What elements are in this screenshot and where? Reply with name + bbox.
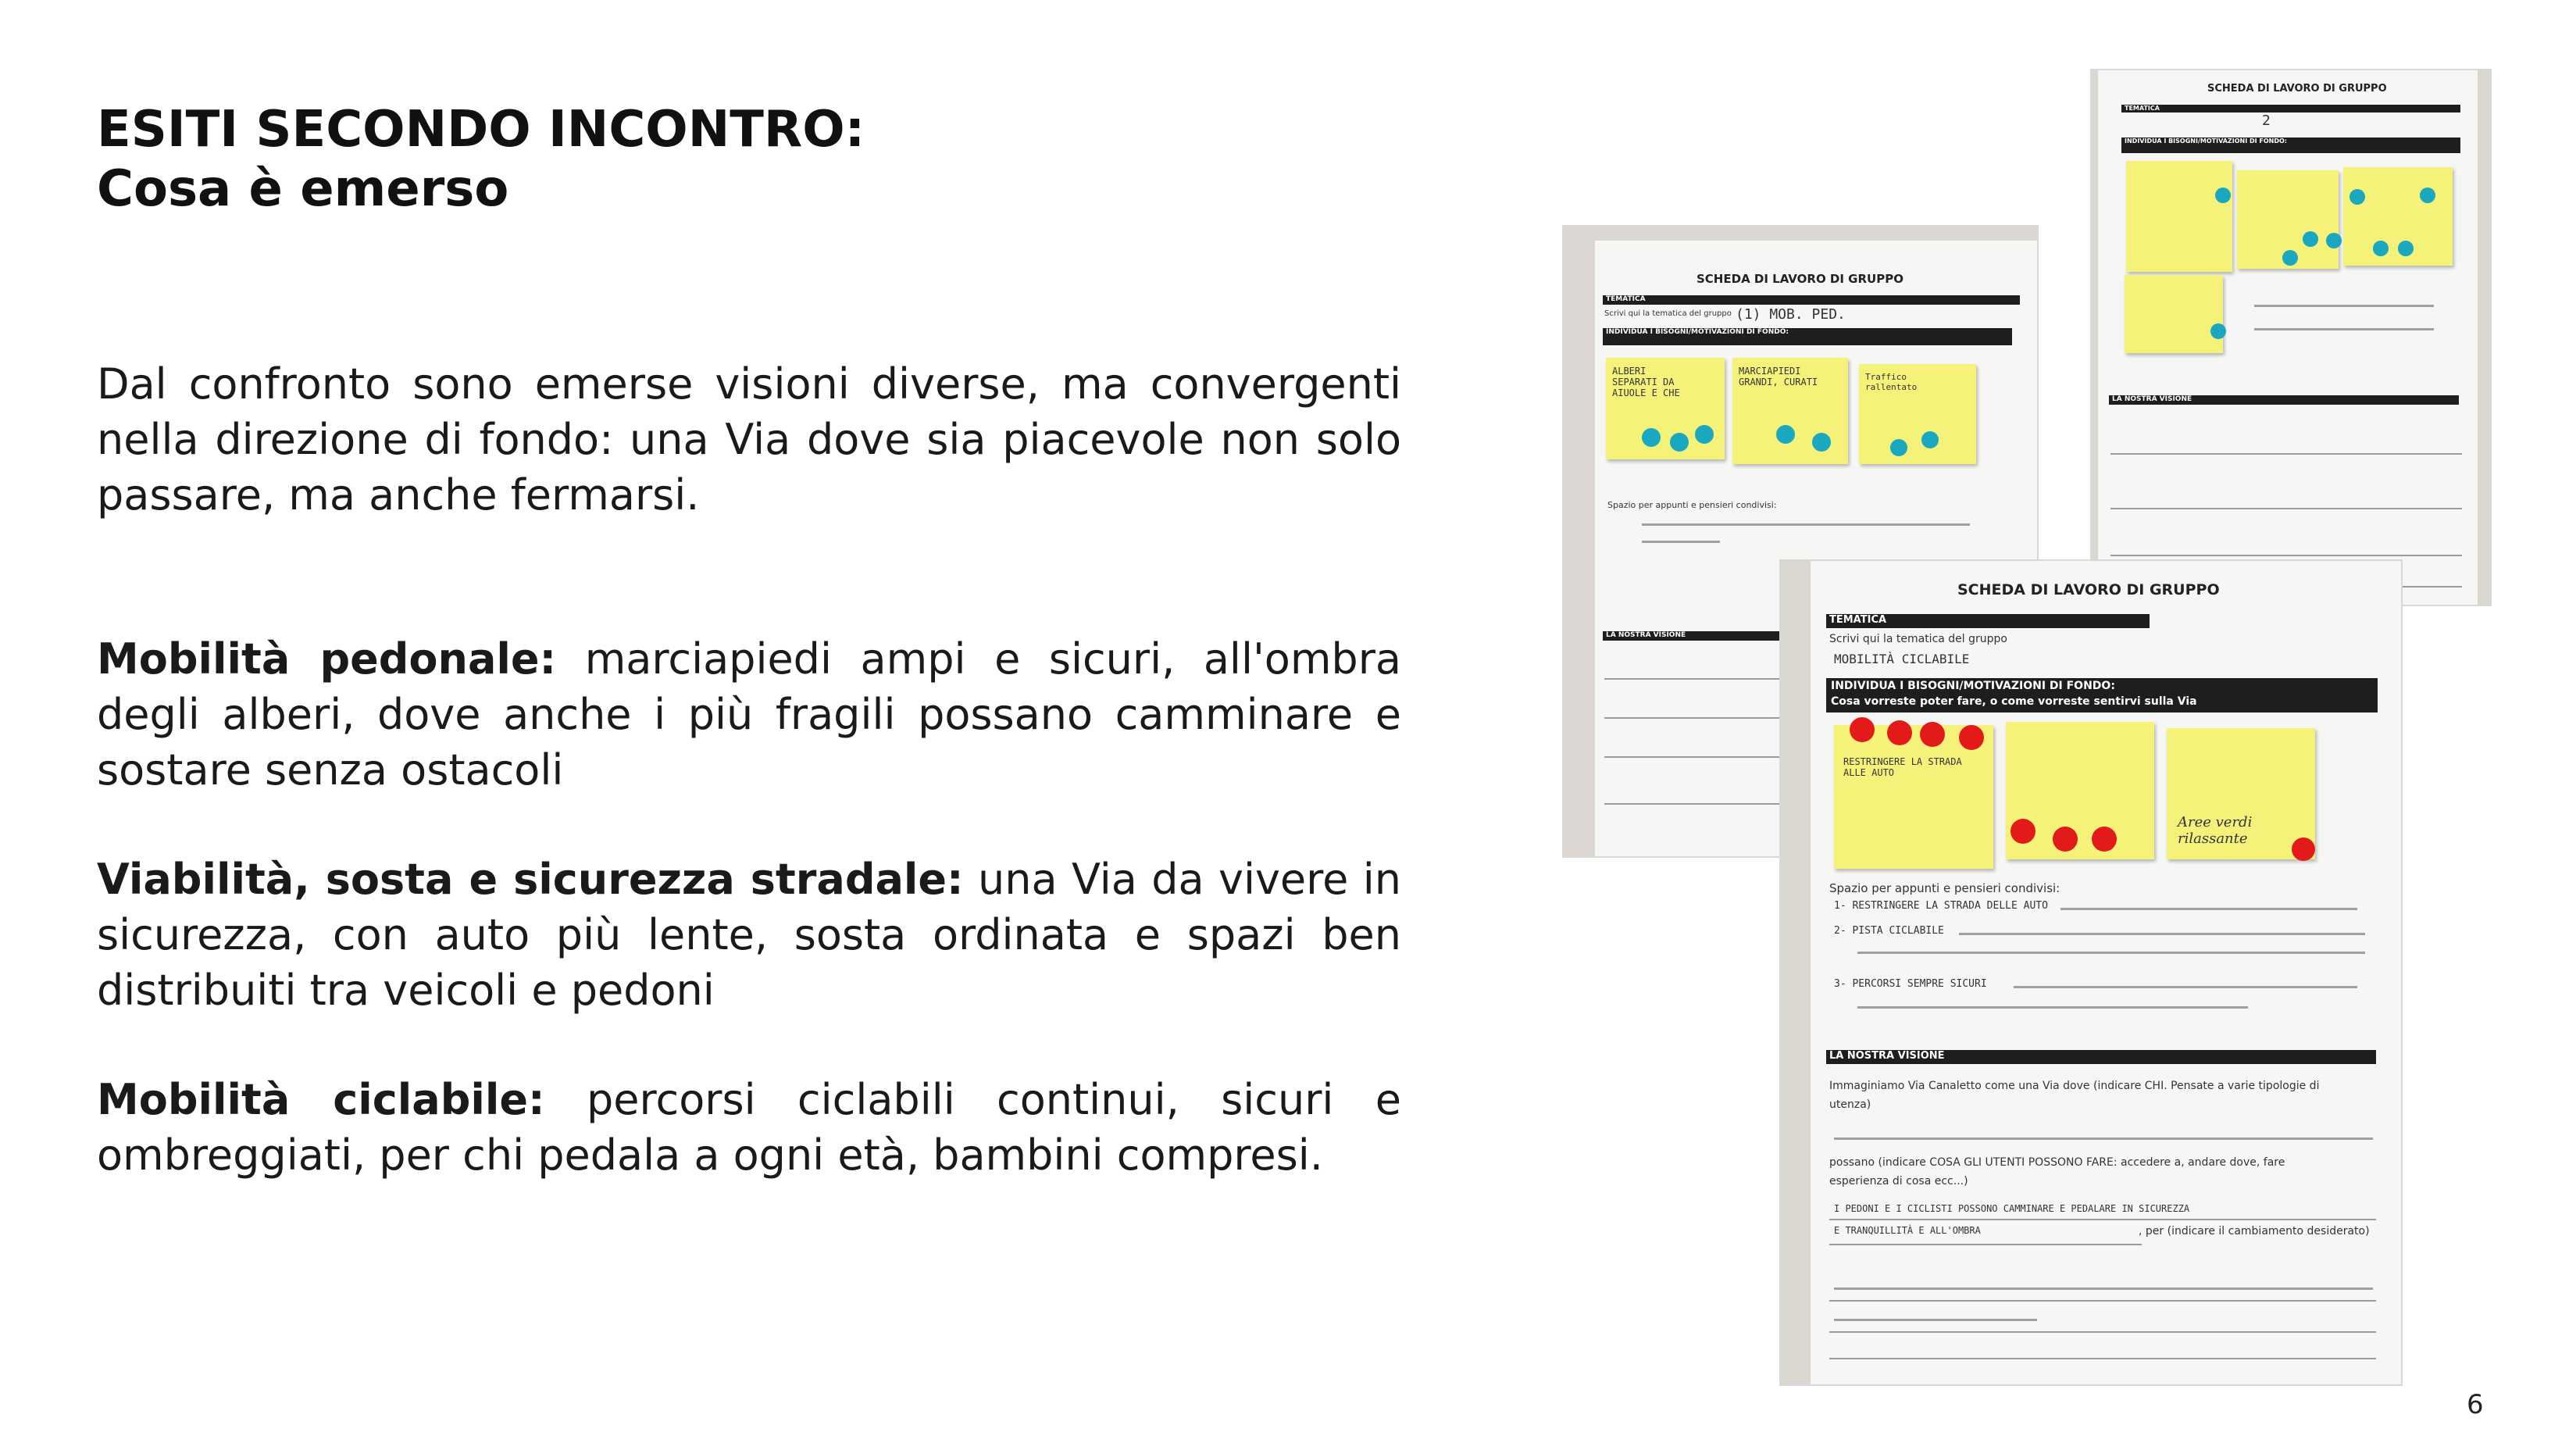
vote-dot — [2373, 241, 2389, 256]
vote-dot — [2215, 188, 2231, 203]
tema-handwritten: MOBILITÀ CICLABILE — [1834, 652, 1970, 666]
section-text: marciapiedi ampi e sicuri, all'ombra degli alberi, dove anche i più fragili possano camminare e sostare senza ostacoli — [97, 634, 1401, 795]
sticky-note — [2167, 728, 2315, 859]
form-line — [1829, 1358, 2376, 1359]
individua-bar — [1826, 678, 2378, 712]
form-line — [1829, 1244, 2142, 1245]
slide-title — [97, 100, 1425, 219]
vote-dot — [1850, 717, 1875, 742]
worksheet-sheet — [1811, 561, 2401, 1384]
section-heading: Viabilità, sosta e sicurezza stradale: — [97, 855, 964, 904]
sticky-note — [2126, 161, 2232, 272]
handwriting-scribble — [2014, 986, 2357, 988]
vote-dot — [2303, 231, 2318, 247]
title-line-2: Cosa è emerso — [97, 160, 509, 218]
immaginiamo-label: Immaginiamo Via Canaletto come una Via dove (indicare CHI. Pensate a varie tipologie di utenza) — [1829, 1080, 2320, 1111]
possano-label: possano (indicare COSA GLI UTENTI POSSONO FARE: accedere a, andare dove, fare esperienza di cosa ecc...) — [1829, 1156, 2285, 1188]
title-line-1: ESITI SECONDO INCONTRO: — [97, 101, 865, 159]
sticky-note — [2125, 275, 2223, 353]
handwriting-scribble — [1959, 933, 2365, 935]
handwriting-scribble — [1642, 523, 1970, 526]
tematica-bar: TEMATICA — [1826, 614, 2150, 628]
sticky-note — [1859, 364, 1976, 464]
handwritten-vision: E TRANQUILLITÀ E ALL'OMBRA — [1834, 1225, 1981, 1236]
scrivi-label: Scrivi qui la tematica del gruppo — [1604, 309, 1732, 318]
individua-bar: INDIVIDUA I BISOGNI/MOTIVAZIONI DI FONDO: — [1603, 328, 2012, 345]
individua-text: INDIVIDUA I BISOGNI/MOTIVAZIONI DI FONDO: — [1831, 680, 2115, 692]
note-text: RESTRINGERE LA STRADA ALLE AUTO — [1843, 756, 1962, 778]
sticky-note — [1732, 358, 1848, 464]
form-line — [1604, 803, 1807, 805]
handwriting-scribble — [2060, 908, 2357, 910]
tema-handwritten: (1) MOB. PED. — [1736, 306, 1846, 323]
sheet-title: SCHEDA DI LAVORO DI GRUPPO — [1697, 272, 1903, 286]
vote-dot — [1890, 439, 1907, 456]
vote-dot — [1670, 433, 1689, 452]
vote-dot — [1812, 433, 1831, 452]
form-line — [1829, 1219, 2376, 1220]
sticky-note — [1606, 358, 1725, 459]
per-indicare-label: , per (indicare il cambiamento desiderato) — [2139, 1225, 2370, 1238]
handwriting-scribble — [2254, 328, 2434, 330]
note-text: ALBERI SEPARATI DA AIUOLE E CHE — [1612, 366, 1680, 398]
intro-paragraph: Dal confronto sono emerse visioni diverse, ma convergenti nella direzione di fondo: una Via dove sia piacevole non solo passare, ma anche fermarsi. — [97, 359, 1401, 520]
worksheet-photo-top-right — [2092, 70, 2490, 605]
worksheet-photo-front — [1781, 561, 2401, 1384]
handwritten-note: 1- RESTRINGERE LA STRADA DELLE AUTO — [1834, 900, 2048, 912]
vote-dot — [2092, 827, 2117, 852]
spazio-label: Spazio per appunti e pensieri condivisi: — [1829, 881, 2060, 895]
vote-dot — [1920, 722, 1945, 747]
vote-dot — [2010, 819, 2035, 844]
vote-dot — [1642, 428, 1661, 447]
tema-handwritten: 2 — [2262, 112, 2271, 129]
form-line — [1604, 717, 1807, 719]
vote-dot — [2349, 189, 2365, 205]
vote-dot — [2282, 250, 2298, 266]
scrivi-label: Scrivi qui la tematica del gruppo — [1829, 633, 2007, 645]
section-mobilita-ciclabile — [97, 1072, 1401, 1183]
sheet-title: SCHEDA DI LAVORO DI GRUPPO — [1957, 581, 2220, 598]
form-line — [1604, 678, 1807, 680]
sheet-title: SCHEDA DI LAVORO DI GRUPPO — [2207, 83, 2387, 95]
visione-bar: LA NOSTRA VISIONE — [2109, 395, 2459, 405]
section-heading: Mobilità pedonale: — [97, 634, 557, 684]
tematica-bar: TEMATICA — [2121, 105, 2460, 112]
section-heading: Mobilità ciclabile: — [97, 1075, 545, 1124]
handwriting-scribble — [1834, 1138, 2373, 1140]
vote-dot — [1776, 425, 1795, 444]
vote-dot — [2053, 827, 2078, 852]
note-text: Aree verdi rilassante — [2178, 814, 2253, 847]
visione-bar: LA NOSTRA VISIONE — [1603, 631, 1809, 641]
handwriting-scribble — [1834, 1319, 2037, 1321]
form-line — [1829, 1331, 2376, 1333]
section-viabilita — [97, 852, 1401, 1018]
handwriting-scribble — [1857, 952, 2365, 954]
form-line — [2110, 508, 2462, 509]
page-number: 6 — [2467, 1389, 2484, 1420]
vote-dot — [1921, 431, 1939, 448]
tematica-bar: TEMATICA — [1603, 295, 2020, 305]
form-line — [2110, 555, 2462, 556]
handwriting-scribble — [1642, 541, 1720, 543]
vote-dot — [2292, 838, 2315, 861]
vote-dot — [1695, 425, 1714, 444]
visione-bar: LA NOSTRA VISIONE — [1826, 1050, 2376, 1064]
vote-dot — [2420, 188, 2435, 203]
worksheet-sheet — [2098, 70, 2478, 605]
vote-dot — [2326, 233, 2342, 248]
vote-dot — [1959, 725, 1984, 750]
handwritten-note: 3- PERCORSI SEMPRE SICURI — [1834, 978, 1987, 990]
spazio-label: Spazio per appunti e pensieri condivisi: — [1607, 500, 1777, 510]
handwriting-scribble — [1857, 1006, 2248, 1009]
vote-dot — [1887, 720, 1912, 745]
note-text: MARCIAPIEDI GRANDI, CURATI — [1739, 366, 1818, 388]
form-line — [1829, 1300, 2376, 1302]
handwriting-scribble — [1834, 1288, 2373, 1290]
form-line — [2110, 453, 2462, 455]
vote-dot — [2210, 323, 2226, 339]
section-mobilita-pedonale — [97, 631, 1401, 798]
section-text: percorsi ciclabili continui, sicuri e ombreggiati, per chi pedala a ogni età, bambini compresi. — [97, 1075, 1401, 1180]
handwritten-vision: I PEDONI E I CICLISTI POSSONO CAMMINARE E PEDALARE IN SICUREZZA — [1834, 1203, 2190, 1214]
section-text: una Via da vivere in sicurezza, con auto più lente, sosta ordinata e spazi ben distribuiti tra veicoli e pedoni — [97, 855, 1401, 1015]
handwritten-note: 2- PISTA CICLABILE — [1834, 925, 1944, 937]
handwriting-scribble — [2254, 305, 2434, 307]
cosa-text: Cosa vorreste poter fare, o come vorreste sentirvi sulla Via — [1831, 695, 2197, 708]
form-line — [1604, 756, 1807, 758]
note-text: Traffico rallentato — [1865, 372, 1918, 392]
individua-bar: INDIVIDUA I BISOGNI/MOTIVAZIONI DI FONDO: — [2121, 138, 2460, 153]
vote-dot — [2398, 241, 2414, 256]
